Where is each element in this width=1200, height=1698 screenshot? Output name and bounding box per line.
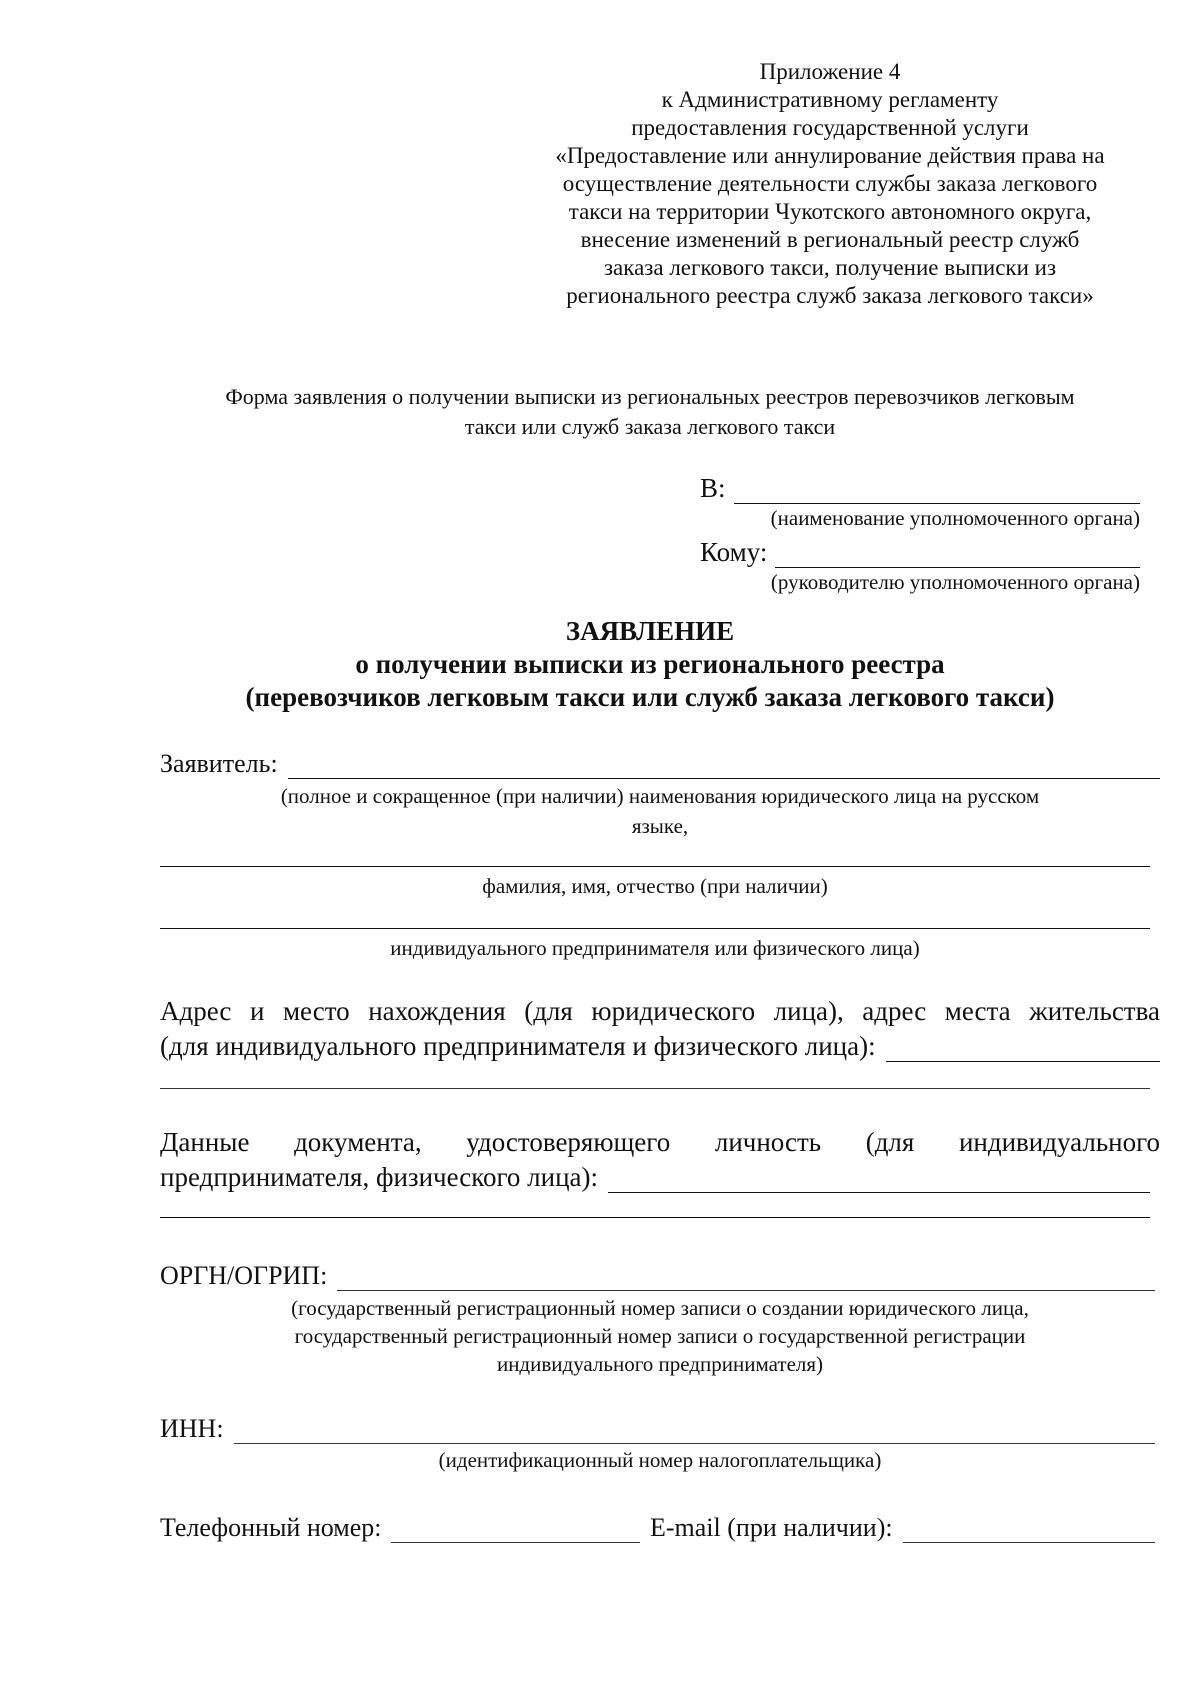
ogrn-hint-2: государственный регистрационный номер записи о государственной регистрации — [294, 1324, 1026, 1348]
ogrn-field — [160, 1257, 1155, 1291]
appendix-line: предоставления государственной услуги — [631, 115, 1029, 140]
applicant-hint-4: индивидуального предпринимателя или физического лица) — [390, 936, 920, 960]
form-title-line: такси или служб заказа легкового такси — [464, 414, 836, 439]
identity-field — [160, 1159, 1150, 1193]
ogrn-hint-3: индивидуального предпринимателя) — [496, 1352, 824, 1376]
to-field — [700, 470, 1140, 504]
phone-input-line[interactable] — [391, 1516, 640, 1543]
phone-label: Телефонный номер: — [160, 1513, 382, 1542]
identity-input-line[interactable] — [608, 1166, 1150, 1193]
statement-title — [100, 615, 1200, 714]
to-label: В: — [700, 473, 726, 503]
applicant-hint-1: (полное и сокращенное (при наличии) наименования юридического лица на русском — [280, 784, 1040, 808]
inn-input-line[interactable] — [234, 1417, 1155, 1444]
statement-title-line: (перевозчиков легковым такси или служб заказа легкового такси) — [245, 682, 1055, 712]
identity-label-line2: предпринимателя, физического лица): — [160, 1162, 598, 1192]
applicant-field — [160, 745, 1160, 779]
email-label: E-mail (при наличии): — [650, 1513, 893, 1542]
applicant-label: Заявитель: — [160, 749, 278, 778]
applicant-line-3[interactable] — [160, 928, 1150, 929]
ogrn-label: ОРГН/ОГРИП: — [160, 1261, 328, 1290]
whom-label: Кому: — [700, 537, 768, 567]
appendix-line: такси на территории Чукотского автономного округа, — [568, 199, 1092, 224]
ogrn-input-line[interactable] — [337, 1264, 1155, 1291]
applicant-line-2[interactable] — [160, 866, 1150, 867]
appendix-line: Приложение 4 — [759, 59, 901, 84]
address-label-line2: (для индивидуального предпринимателя и физического лица): — [160, 1031, 876, 1061]
whom-field — [700, 534, 1140, 568]
whom-hint: (руководителю уполномоченного органа) — [770, 570, 1140, 594]
appendix-line: заказа легкового такси, получение выписки из — [603, 255, 1057, 280]
appendix-line: осуществление деятельности службы заказа легкового — [562, 171, 1098, 196]
form-title-line: Форма заявления о получении выписки из региональных реестров перевозчиков легковым — [225, 384, 1075, 409]
address-label-line1: Адрес и место нахождения (для юридического лица), адрес места жительства — [160, 996, 1160, 1026]
applicant-hint-3: фамилия, имя, отчество (при наличии) — [482, 874, 828, 898]
appendix-header — [530, 58, 1130, 310]
applicant-input-line[interactable] — [288, 752, 1160, 779]
address-line-2[interactable] — [160, 1088, 1150, 1089]
identity-line-2[interactable] — [160, 1217, 1150, 1218]
identity-label-line1: Данные документа, удостоверяющего личность (для индивидуального — [160, 1127, 1160, 1157]
ogrn-hint-1: (государственный регистрационный номер записи о создании юридического лица, — [291, 1296, 1029, 1320]
email-field — [650, 1507, 1155, 1543]
appendix-line: «Предоставление или аннулирование действия права на — [555, 143, 1105, 168]
inn-label: ИНН: — [160, 1414, 224, 1443]
whom-input-line[interactable] — [775, 541, 1140, 568]
recipient-block — [700, 470, 1140, 598]
inn-hint: (идентификационный номер налогоплательщика) — [438, 1448, 882, 1472]
to-hint: (наименование уполномоченного органа) — [770, 506, 1140, 530]
appendix-line: к Административному регламенту — [661, 87, 999, 112]
appendix-line: регионального реестра служб заказа легкового такси» — [566, 283, 1094, 308]
phone-field — [160, 1507, 640, 1543]
email-input-line[interactable] — [903, 1516, 1155, 1543]
statement-title-line: ЗАЯВЛЕНИЕ — [565, 616, 735, 646]
to-input-line[interactable] — [734, 477, 1140, 504]
statement-title-line: о получении выписки из регионального реестра — [355, 649, 945, 679]
inn-field — [160, 1410, 1155, 1444]
address-field — [160, 1028, 1160, 1062]
appendix-line: внесение изменений в региональный реестр служб — [580, 227, 1080, 252]
address-input-line[interactable] — [886, 1035, 1160, 1062]
applicant-hint-2: языке, — [631, 814, 689, 838]
form-title — [120, 382, 1180, 442]
